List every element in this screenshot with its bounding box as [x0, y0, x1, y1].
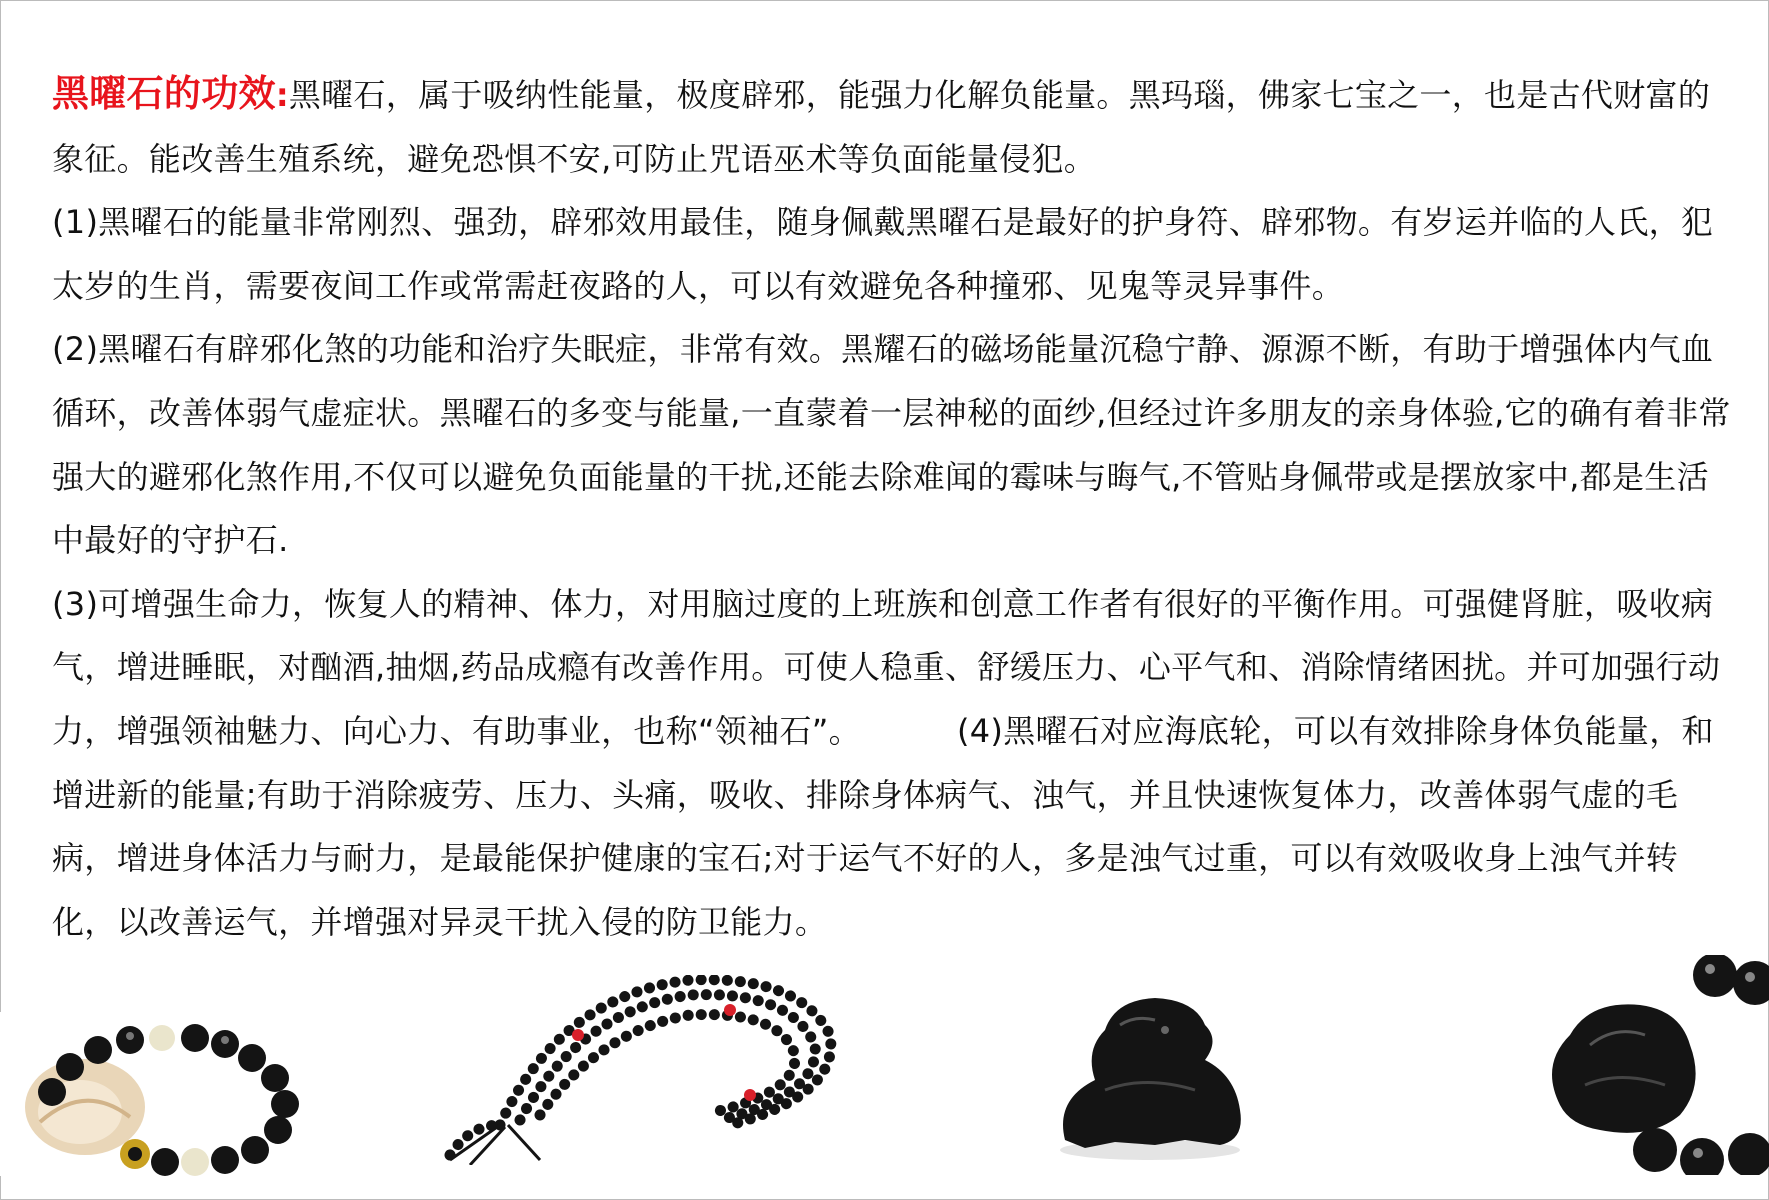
paragraph-4: (4)黑曜石对应海底轮，可以有效排除身体负能量，和增进新的能量;有助于消除疲劳、压力、头痛，吸收、排除身体病气、浊气，并且快速恢复体力，改善体弱气虚的毛病，增进身体活力与耐力，是最能保护健康的宝石;对于运气不好的人，多是浊气过重，可以有效吸收身上浊气并转化，以改善运气，并增强对异灵干扰入侵的防卫能力。 [52, 711, 1714, 941]
intro-text: 黑曜石，属于吸纳性能量，极度辟邪，能强力化解负能量。黑玛瑙，佛家七宝之一，也是古代财富的象征。能改善生殖系统，避免恐惧不安,可防止咒语巫术等负面能量侵犯。 [52, 76, 1711, 178]
obsidian-bracelet-with-shell-photo [0, 1012, 320, 1176]
obsidian-pixiu-carving-photo [1045, 980, 1255, 1165]
intro-paragraph [52, 62, 1732, 191]
paragraph-1: (1)黑曜石的能量非常刚烈、强劲，辟邪效用最佳，随身佩戴黑曜石是最好的护身符、辟邪物。有岁运并临的人氏，犯太岁的生肖，需要夜间工作或常需赶夜路的人，可以有效避免各种撞邪、见鬼等灵异事件。 [52, 203, 1714, 305]
heading-colon: : [275, 76, 289, 114]
paragraph-3-4 [52, 573, 1732, 955]
pixiu-bracelet-closeup-photo [1530, 955, 1769, 1175]
article-heading: 黑曜石的功效 [52, 72, 276, 115]
article-text [52, 62, 1732, 954]
paragraph-3: (3)可增强生命力，恢复人的精神、体力，对用脑过度的上班族和创意工作者有很好的平衡作用。可强健肾脏，吸收病气，增进睡眠，对酗酒,抽烟,药品成瘾有改善作用。可使人稳重、舒缓压力、心平气和、消除情绪困扰。并可加强行动力，增强领袖魅力、向心力、有助事业，也称“领袖石”。 [52, 584, 1721, 750]
paragraph-2: (2)黑曜石有辟邪化煞的功能和治疗失眠症，非常有效。黑耀石的磁场能量沉稳宁静、源源不断，有助于增强体内气血循环，改善体弱气虚症状。黑曜石的多变与能量,一直蒙着一层神秘的面纱,但经过许多朋友的亲身体验,它的确有着非常强大的避邪化煞作用,不仅可以避免负面能量的干扰,还能去除难闻的霉味与晦气,不管贴身佩带或是摆放家中,都是生活中最好的守护石. [52, 330, 1731, 560]
obsidian-mala-beads-photo [430, 975, 850, 1165]
